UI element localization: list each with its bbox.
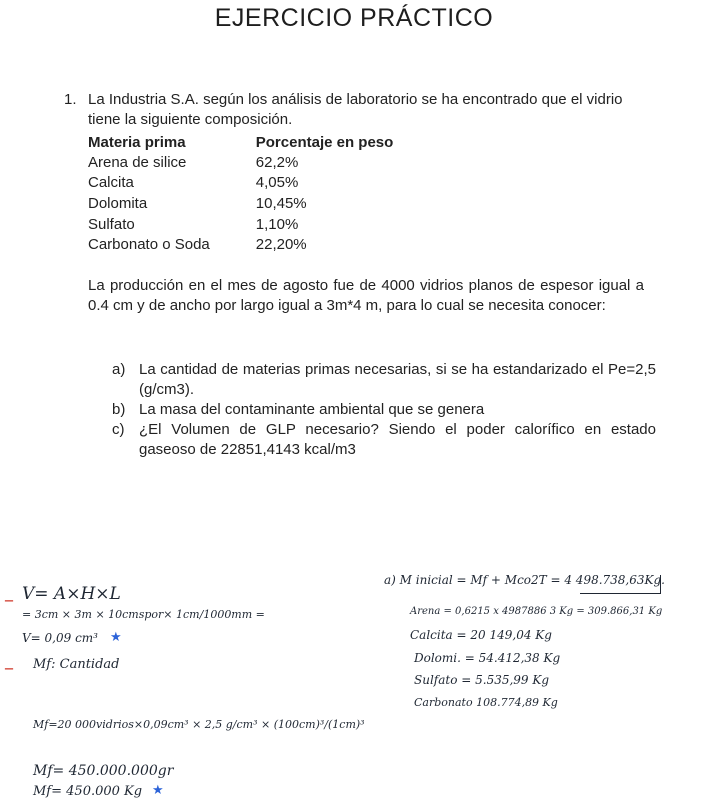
mass-result-grams: Mf= 450.000.000gr bbox=[33, 763, 174, 779]
table-row bbox=[88, 173, 393, 194]
volume-formula: V= A×H×L bbox=[22, 584, 121, 604]
table-row bbox=[88, 152, 393, 173]
red-dash-mark: – bbox=[4, 655, 14, 679]
mass-result-kg: Mf= 450.000 Kg bbox=[33, 784, 143, 799]
task-list bbox=[112, 360, 656, 460]
dolomita-calc: Dolomi. = 54.412,38 Kg bbox=[414, 651, 561, 665]
table-row bbox=[88, 193, 393, 214]
task-item-b bbox=[112, 400, 656, 420]
material-cell: Sulfato bbox=[88, 215, 135, 233]
table-header-row bbox=[88, 132, 393, 152]
material-cell: Dolomita bbox=[88, 194, 148, 212]
percent-cell: 1,10% bbox=[255, 215, 299, 233]
mass-formula: Mf=20 000vidrios×0,09cm³ × 2,5 g/cm³ × (100cm)³/(1cm)³ bbox=[33, 718, 365, 731]
task-label: c) bbox=[112, 421, 125, 438]
blue-star-icon: ★ bbox=[110, 630, 122, 645]
percent-cell: 10,45% bbox=[255, 194, 307, 212]
header-material: Materia prima bbox=[88, 133, 186, 151]
task-label: b) bbox=[112, 401, 126, 418]
volume-result: V= 0,09 cm³ bbox=[22, 631, 98, 645]
carbonato-calc: Carbonato 108.774,89 Kg bbox=[414, 696, 558, 709]
exercise-intro: La Industria S.A. según los análisis de laboratorio se ha encontrado que el vidrio tiene la siguiente composición. bbox=[88, 91, 623, 128]
material-cell: Carbonato o Soda bbox=[88, 236, 210, 254]
task-item-c bbox=[112, 420, 656, 460]
task-text: ¿El Volumen de GLP necesario? Siendo el poder calorífico en estado gaseoso de 22851,4143 kcal/m3 bbox=[139, 421, 656, 458]
calcita-calc: Calcita = 20 149,04 Kg bbox=[410, 628, 552, 642]
material-cell: Arena de silice bbox=[88, 153, 187, 171]
table-row bbox=[88, 214, 393, 235]
percent-cell: 4,05% bbox=[255, 174, 299, 192]
task-text: La cantidad de materias primas necesarias, si se ha estandarizado el Pe=2,5 (g/cm3). bbox=[139, 361, 656, 398]
task-label: a) bbox=[112, 361, 126, 378]
red-dash-mark: – bbox=[4, 587, 14, 611]
production-paragraph: La producción en el mes de agosto fue de 4000 vidrios planos de espesor igual a 0.4 cm y de ancho por largo igual a 3m*4 m, para lo cual se necesita conocer: bbox=[88, 277, 644, 314]
sulfato-calc: Sulfato = 5.535,99 Kg bbox=[414, 673, 550, 687]
material-cell: Calcita bbox=[88, 174, 134, 192]
volume-calc-line: = 3cm × 3m × 10cmspor× 1cm/1000mm = bbox=[22, 608, 265, 621]
page-title: EJERCICIO PRÁCTICO bbox=[214, 4, 494, 32]
task-item-a bbox=[112, 360, 656, 400]
composition-table bbox=[88, 132, 393, 255]
initial-mass-header: a) M inicial = Mf + Mco2T = 4 498.738,63Kg. bbox=[384, 573, 665, 587]
arena-calc: Arena = 0,6215 x 4987886 3 Kg = 309.866,31 Kg bbox=[410, 606, 663, 617]
mass-label: Mf: Cantidad bbox=[33, 657, 120, 672]
percent-cell: 62,2% bbox=[255, 153, 299, 171]
blue-star-icon: ★ bbox=[152, 783, 164, 798]
header-percent: Porcentaje en peso bbox=[255, 133, 394, 151]
percent-cell: 22,20% bbox=[255, 236, 307, 254]
table-row bbox=[88, 234, 393, 255]
exercise-number: 1. bbox=[64, 91, 77, 108]
answer-box bbox=[580, 575, 661, 594]
task-text: La masa del contaminante ambiental que se genera bbox=[139, 401, 485, 418]
